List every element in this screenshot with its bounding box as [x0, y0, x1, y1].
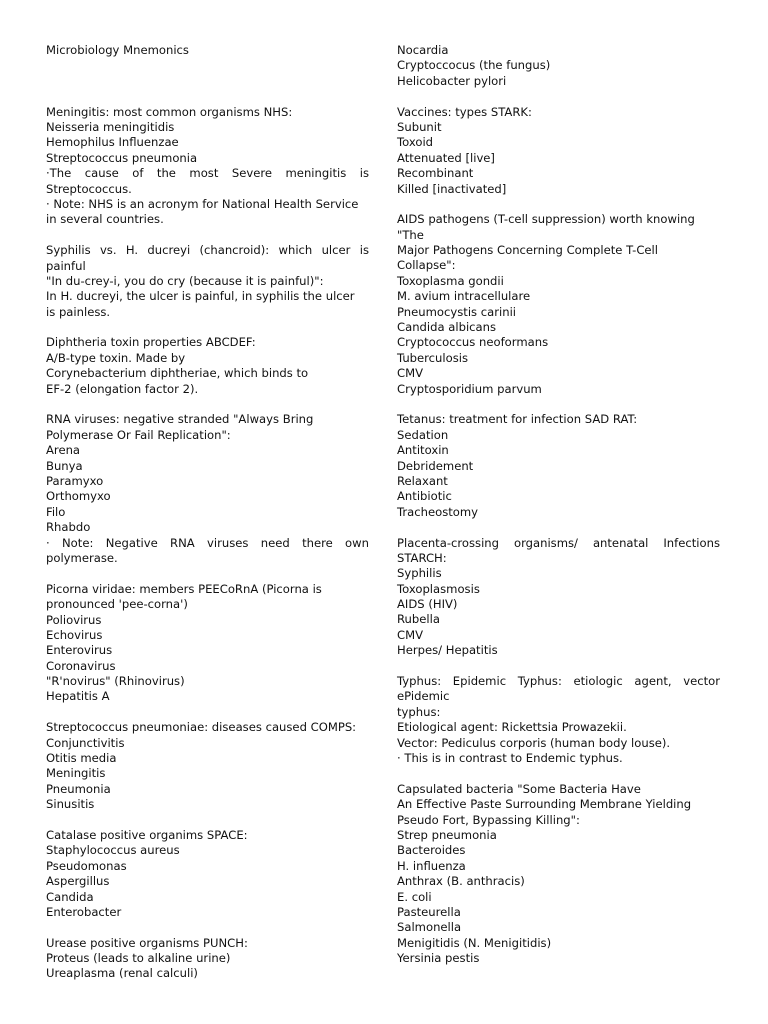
text-line: [46, 74, 369, 89]
text-line: ·The cause of the most Severe meningitis is: [46, 166, 369, 181]
text-line: Arena: [46, 443, 81, 458]
text-line: polymerase.: [46, 550, 118, 565]
text-line: AIDS (HIV): [397, 597, 458, 612]
text-line: Otitis media: [46, 751, 117, 766]
mnemonic-block: [46, 74, 369, 89]
text-line: "In du-crey-i, you do cry (because it is painful)":: [46, 273, 324, 288]
text-line: typhus:: [397, 704, 441, 719]
text-line: Corynebacterium diphtheriae, which binds to: [46, 366, 309, 381]
text-line: Streptococcus.: [46, 181, 132, 196]
text-line: Capsulated bacteria "Some Bacteria Have: [397, 781, 641, 796]
text-line: Yersinia pestis: [397, 951, 480, 966]
text-line: Enterobacter: [46, 904, 122, 919]
text-line: Enterovirus: [46, 643, 113, 658]
text-line: Hepatitis A: [46, 689, 110, 704]
text-line: Cryptosporidium parvum: [397, 381, 542, 396]
text-line: ePidemic: [397, 689, 450, 704]
text-line: Syphilis vs. H. ducreyi (chancroid): which ulcer is: [46, 243, 369, 258]
text-line: Pseudomonas: [46, 858, 127, 873]
text-line: Attenuated [live]: [397, 150, 495, 165]
text-line: H. influenza: [397, 858, 466, 873]
text-line: · Note: Negative RNA viruses need there own: [46, 535, 369, 550]
mnemonic-block: [397, 674, 720, 766]
text-line: Pseudo Fort, Bypassing Killing":: [397, 812, 580, 827]
text-line: Neisseria meningitidis: [46, 119, 175, 134]
text-line: Polymerase Or Fail Replication":: [46, 427, 231, 442]
text-line: Picorna viridae: members PEECoRnA (Picorna is: [46, 581, 322, 596]
text-line: Aspergillus: [46, 874, 110, 889]
text-line: Ureaplasma (renal calculi): [46, 966, 198, 981]
text-line: Sedation: [397, 427, 449, 442]
text-line: Staphylococcus aureus: [46, 843, 180, 858]
text-line: Recombinant: [397, 166, 474, 181]
block-spacer: [46, 813, 369, 828]
text-line: Helicobacter pylori: [397, 73, 507, 88]
block-spacer: [46, 320, 369, 335]
text-line: Cryptococcus neoformans: [397, 335, 549, 350]
text-line: Catalase positive organims SPACE:: [46, 827, 248, 842]
text-line: Strep pneumonia: [397, 827, 497, 842]
text-line: Vector: Pediculus corporis (human body louse).: [397, 735, 671, 750]
text-line: Typhus: Epidemic Typhus: etiologic agent, vector: [397, 674, 720, 689]
text-line: Hemophilus Influenzae: [46, 135, 179, 150]
text-line: Collapse":: [397, 258, 456, 273]
text-line: Anthrax (B. anthracis): [397, 874, 525, 889]
text-line: Filo: [46, 504, 66, 519]
text-line: Sinusitis: [46, 797, 95, 812]
text-line: Salmonella: [397, 920, 462, 935]
text-line: Bacteroides: [397, 843, 466, 858]
block-spacer: [397, 397, 720, 412]
mnemonic-block: [397, 412, 720, 520]
mnemonic-block: [397, 43, 720, 89]
text-line: E. coli: [397, 889, 432, 904]
text-line: In H. ducreyi, the ulcer is painful, in syphilis the ulcer: [46, 289, 355, 304]
block-spacer: [46, 397, 369, 412]
text-line: STARCH:: [397, 550, 447, 565]
text-line: Vaccines: types STARK:: [397, 104, 532, 119]
text-line: Debridement: [397, 458, 474, 473]
text-line: painful: [46, 258, 86, 273]
mnemonic-block: [46, 828, 369, 920]
right-column: [397, 43, 720, 966]
block-spacer: [46, 566, 369, 581]
mnemonic-block: [46, 412, 369, 566]
text-line: Tetanus: treatment for infection SAD RAT:: [397, 412, 638, 427]
text-line: in several countries.: [46, 212, 164, 227]
text-line: Streptococcus pneumoniae: diseases caused COMPS:: [46, 720, 357, 735]
mnemonic-block: [46, 43, 369, 58]
text-line: Tracheostomy: [397, 504, 479, 519]
text-line: Coronavirus: [46, 658, 116, 673]
mnemonic-block: [46, 720, 369, 812]
text-line: A/B-type toxin. Made by: [46, 350, 186, 365]
text-line: Candida albicans: [397, 320, 497, 335]
text-line: Meningitis: [46, 766, 106, 781]
text-line: Toxoid: [397, 135, 434, 150]
text-line: Rhabdo: [46, 520, 91, 535]
text-line: Placenta-crossing organisms/ antenatal Infections: [397, 535, 720, 550]
mnemonic-block: [46, 105, 369, 228]
block-spacer: [46, 228, 369, 243]
text-line: · Note: NHS is an acronym for National Health Service: [46, 196, 359, 211]
text-line: · This is in contrast to Endemic typhus.: [397, 751, 623, 765]
text-line: Microbiology Mnemonics: [46, 43, 189, 57]
block-spacer: [397, 197, 720, 212]
text-line: Proteus (leads to alkaline urine): [46, 951, 231, 966]
text-line: Rubella: [397, 612, 440, 627]
text-line: Echovirus: [46, 627, 103, 642]
text-line: Syphilis: [397, 566, 442, 581]
text-line: Diphtheria toxin properties ABCDEF:: [46, 335, 256, 350]
text-line: Paramyxo: [46, 473, 104, 488]
block-spacer: [397, 659, 720, 674]
text-line: pronounced 'pee-corna'): [46, 597, 188, 612]
text-line: Pasteurella: [397, 904, 461, 919]
mnemonic-block: [397, 782, 720, 967]
text-line: CMV: [397, 627, 424, 642]
text-line: M. avium intracellulare: [397, 289, 531, 304]
text-line: Relaxant: [397, 473, 448, 488]
text-line: CMV: [397, 366, 424, 381]
text-line: RNA viruses: negative stranded "Always Bring: [46, 412, 314, 427]
block-spacer: [397, 520, 720, 535]
text-line: Herpes/ Hepatitis: [397, 643, 498, 658]
text-line: Menigitidis (N. Menigitidis): [397, 935, 552, 950]
text-line: Poliovirus: [46, 612, 102, 627]
mnemonic-block: [397, 212, 720, 397]
text-line: Nocardia: [397, 43, 449, 57]
text-line: Streptococcus pneumonia: [46, 150, 198, 165]
text-line: AIDS pathogens (T-cell suppression) worth knowing: [397, 212, 695, 227]
mnemonic-block: [397, 105, 720, 197]
text-line: Etiological agent: Rickettsia Prowazekii.: [397, 720, 627, 735]
text-line: "R'novirus" (Rhinovirus): [46, 674, 185, 689]
text-line: Toxoplasmosis: [397, 581, 480, 596]
text-line: "The: [397, 227, 424, 242]
block-spacer: [46, 58, 369, 73]
block-spacer: [46, 920, 369, 935]
left-column: [46, 43, 369, 982]
text-line: Candida: [46, 889, 94, 904]
text-line: Subunit: [397, 119, 442, 134]
text-line: Bunya: [46, 458, 83, 473]
text-line: EF-2 (elongation factor 2).: [46, 381, 199, 396]
text-line: is painless.: [46, 304, 111, 319]
text-line: Killed [inactivated]: [397, 181, 507, 196]
text-line: Pneumonia: [46, 781, 111, 796]
mnemonic-block: [46, 582, 369, 705]
mnemonic-block: [397, 536, 720, 659]
block-spacer: [397, 766, 720, 781]
mnemonic-block: [46, 243, 369, 320]
block-spacer: [397, 89, 720, 104]
text-line: Major Pathogens Concerning Complete T-Cell: [397, 243, 658, 258]
mnemonic-block: [46, 335, 369, 397]
text-line: Meningitis: most common organisms NHS:: [46, 104, 293, 119]
block-spacer: [46, 89, 369, 104]
text-line: Cryptoccocus (the fungus): [397, 58, 551, 73]
text-line: Pneumocystis carinii: [397, 304, 517, 319]
text-line: Antibiotic: [397, 489, 452, 504]
text-line: An Effective Paste Surrounding Membrane Yielding: [397, 797, 692, 812]
text-line: Conjunctivitis: [46, 735, 125, 750]
text-line: Toxoplasma gondii: [397, 273, 504, 288]
text-line: Urease positive organisms PUNCH:: [46, 935, 248, 950]
text-line: Antitoxin: [397, 443, 449, 458]
mnemonic-block: [46, 936, 369, 982]
block-spacer: [46, 705, 369, 720]
text-line: Orthomyxo: [46, 489, 111, 504]
text-line: Tuberculosis: [397, 350, 469, 365]
